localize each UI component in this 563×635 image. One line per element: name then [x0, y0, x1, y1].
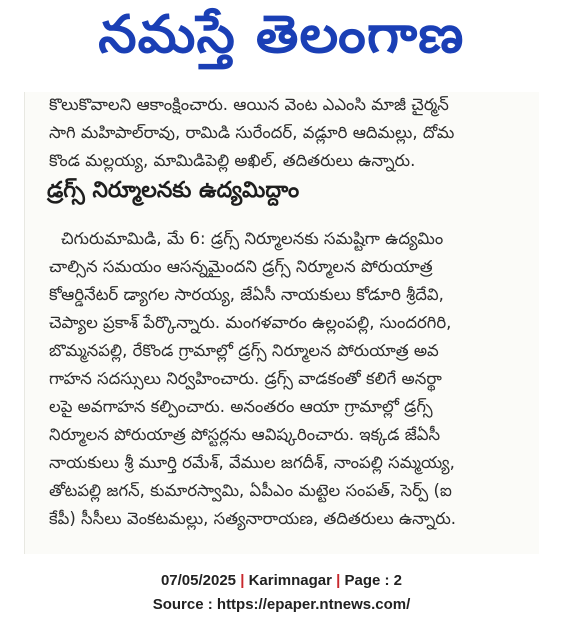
prev-article-line: కొలుకొవాలని ఆకాంక్షించారు. ఆయిన వెంట ఎఎంసి మాజీ చైర్మన్ — [49, 95, 449, 114]
prev-article-line: కొండ మల్లయ్య, మామిడిపెల్లి అఖిల్, తదితరులు ఉన్నారు. — [49, 151, 416, 170]
prev-article-line: సాగి మహిపాల్‌రావు, రామిడి సురేందర్, వడ్లూరి ఆదిమల్లు, దోమ — [49, 123, 455, 142]
footer-page: Page : 2 — [344, 572, 403, 589]
footer-meta — [0, 572, 563, 589]
masthead-title: నమస్తే తెలంగాణ — [98, 4, 465, 65]
masthead — [0, 0, 563, 82]
article-line: చాల్సిన సమయం ఆసన్నమైందని డ్రగ్స్ నిర్మూలన పోరుయాత్ర — [49, 257, 433, 276]
footer-date: 07/05/2025 — [160, 572, 237, 589]
footer-source: Source : https://epaper.ntnews.com/ — [152, 596, 411, 613]
footer-separator: | — [336, 572, 341, 589]
article-line: చిగురుమామిడి, మే 6: డ్రగ్స్ నిర్మూలనకు సమష్టిగా ఉద్యమిం — [61, 229, 444, 248]
article-line: తోటపల్లి జగన్, కుమారస్వామి, ఏపీఎం మట్టెల సంపత్, సెర్ప్ (ఐ — [49, 481, 452, 500]
footer-separator: | — [240, 572, 245, 589]
article-headline: డ్రగ్స్ నిర్మూలనకు ఉద్యమిద్దాం — [47, 178, 300, 203]
article-line: కోఆర్డినేటర్ డ్యాగల సారయ్య, జేఏసీ నాయకులు కోడూరి శ్రీదేవి, — [49, 285, 444, 304]
article-line: నిర్మూలన పోరుయాత్ర పోస్టర్లను ఆవిష్కరించారు. ఇక్కడ జేఏసీ — [49, 425, 441, 444]
article-line: బొమ్మనపల్లి, రేకొండ గ్రామాల్లో డ్రగ్స్ నిర్మూలన పోరుయాత్ర అవ — [49, 341, 439, 360]
article-line: కేపీ) సీసీలు వెంకటమల్లు, సత్యనారాయణ, తదితరులు ఉన్నారు. — [49, 509, 457, 528]
article-line: గాహన సదస్సులు నిర్వహించారు. డ్రగ్స్ వాడకంతో కలిగే అనర్థా — [49, 369, 442, 388]
article-line: లపై అవగాహన కల్పించారు. అనంతరం ఆయా గ్రామాల్లో డ్రగ్స్ — [49, 397, 433, 416]
footer-edition: Karimnagar — [248, 572, 332, 589]
article-clipping — [24, 92, 539, 554]
article-line: నాయకులు శ్రీ మూర్తి రమేశ్, వేముల జగదీశ్, నాంపల్లి సమ్మయ్య, — [49, 453, 455, 472]
article-line: చెప్యాల ప్రకాశ్ పేర్కొన్నారు. మంగళవారం ఉల్లంపల్లి, సుందరగిరి, — [49, 313, 452, 332]
